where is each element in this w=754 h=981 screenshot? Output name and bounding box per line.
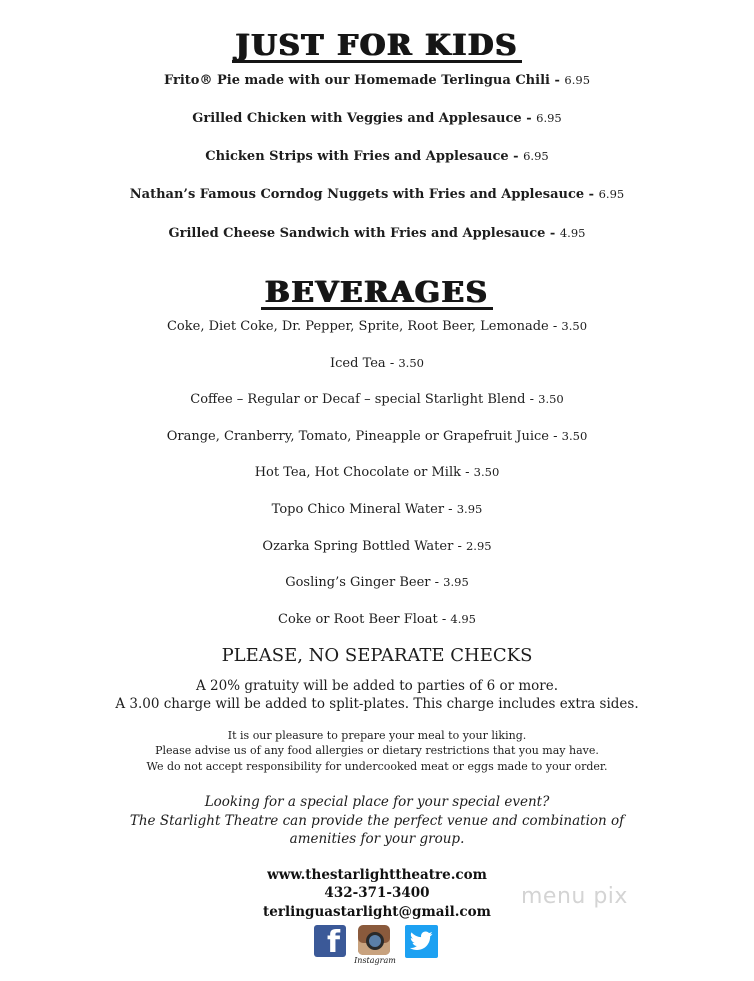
phone-number[interactable]: 432-371-3400: [324, 885, 430, 901]
gratuity-note: A 20% gratuity will be added to parties of 6 or more.: [195, 678, 558, 694]
beverage-item: Iced Tea - 3.50: [330, 356, 424, 371]
beverage-item: Ozarka Spring Bottled Water - 2.95: [262, 539, 492, 554]
beverages-heading: BEVERAGES: [0, 275, 754, 310]
email-link[interactable]: terlinguastarlight@gmail.com: [263, 904, 491, 920]
beverage-item: Hot Tea, Hot Chocolate or Milk - 3.50: [254, 465, 500, 480]
policy-small-line: It is our pleasure to prepare your meal to your liking.: [227, 729, 527, 742]
kids-item: Nathan’s Famous Corndog Nuggets with Fries and Applesauce - 6.95: [129, 187, 625, 202]
website-link[interactable]: www.thestarlighttheatre.com: [267, 867, 487, 883]
beverage-item: Orange, Cranberry, Tomato, Pineapple or Grapefruit Juice - 3.50: [166, 429, 588, 444]
event-line: Looking for a special place for your special event?: [204, 794, 550, 810]
policy-small-line: Please advise us of any food allergies or dietary restrictions that you may have.: [155, 744, 599, 757]
twitter-icon[interactable]: [405, 925, 438, 958]
instagram-label: Instagram: [354, 956, 396, 965]
beverage-item: Coffee – Regular or Decaf – special Starlight Blend - 3.50: [190, 392, 564, 407]
instagram-icon[interactable]: [358, 925, 390, 955]
beverage-item: Gosling’s Ginger Beer - 3.95: [285, 575, 469, 590]
facebook-icon[interactable]: [314, 925, 346, 957]
twitter-bird-icon: [410, 931, 433, 951]
event-line: amenities for your group.: [289, 831, 465, 847]
split-plate-note: A 3.00 charge will be added to split-plates. This charge includes extra sides.: [115, 696, 639, 712]
event-line: The Starlight Theatre can provide the perfect venue and combination of: [129, 813, 625, 829]
watermark: menu pix: [521, 884, 628, 909]
beverage-item: Topo Chico Mineral Water - 3.95: [271, 502, 483, 517]
kids-item: Grilled Cheese Sandwich with Fries and Applesauce - 4.95: [168, 226, 586, 241]
beverage-item: Coke, Diet Coke, Dr. Pepper, Sprite, Root Beer, Lemonade - 3.50: [166, 319, 588, 334]
policy-small-line: We do not accept responsibility for undercooked meat or eggs made to your order.: [146, 760, 608, 773]
kids-item: Frito® Pie made with our Homemade Terlingua Chili - 6.95: [163, 73, 591, 88]
kids-item: Chicken Strips with Fries and Applesauce - 6.95: [205, 149, 549, 164]
beverage-item: Coke or Root Beer Float - 4.95: [278, 612, 476, 627]
no-separate-checks-notice: PLEASE, NO SEPARATE CHECKS: [221, 645, 533, 666]
kids-heading: JUST FOR KIDS: [0, 28, 754, 63]
kids-item: Grilled Chicken with Veggies and Applesauce - 6.95: [192, 111, 562, 126]
